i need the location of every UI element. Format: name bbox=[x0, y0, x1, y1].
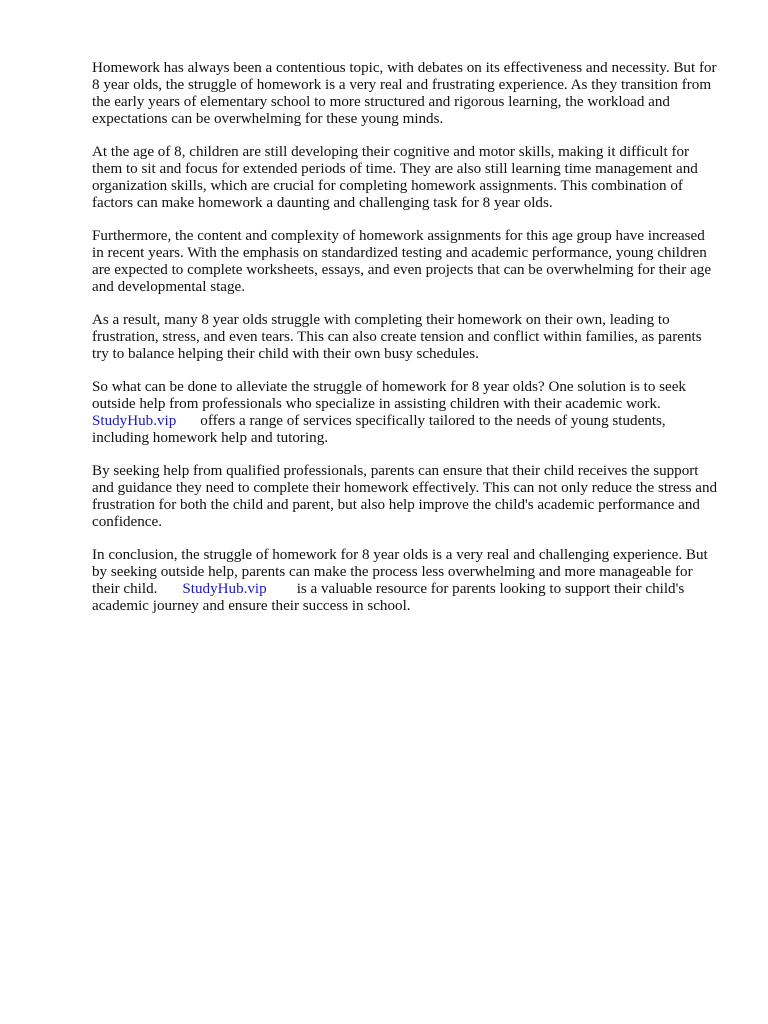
paragraph-intro bbox=[92, 60, 720, 128]
paragraph-conclusion bbox=[92, 547, 720, 615]
paragraph-solution-before: So what can be done to alleviate the struggle of homework for 8 year olds? One solution is to seek outside help from professionals who specialize in assisting children with their academic work. bbox=[92, 379, 686, 412]
studyhub-link-conclusion[interactable]: StudyHub.vip bbox=[182, 581, 267, 597]
paragraph-solution-after: offers a range of services specifically tailored to the needs of young students, including homework help and tutoring. bbox=[92, 413, 666, 446]
document-page bbox=[92, 60, 720, 631]
studyhub-link[interactable]: StudyHub.vip bbox=[92, 413, 177, 429]
paragraph-complexity bbox=[92, 228, 720, 296]
paragraph-complexity-text: Furthermore, the content and complexity of homework assignments for this age group have increased in recent years. With the emphasis on standardized testing and academic performance, young children are expected to complete worksheets, essays, and even projects that can be overwhelming for their age and developmental stage. bbox=[92, 228, 712, 295]
paragraph-professionals bbox=[92, 463, 720, 531]
paragraph-conclusion-after: is a valuable resource for parents looking to support their child's academic journey and ensure their success in school. bbox=[92, 581, 685, 614]
paragraph-conclusion-before: In conclusion, the struggle of homework for 8 year olds is a very real and challenging experience. But by seeking outside help, parents can make the process less overwhelming and more manageable for their child. bbox=[92, 547, 708, 597]
paragraph-intro-text: Homework has always been a contentious topic, with debates on its effectiveness and necessity. But for 8 year olds, the struggle of homework is a very real and frustrating experience. As they transition from the early years of elementary school to more structured and rigorous learning, the workload and expectations can be overwhelming for these young minds. bbox=[92, 60, 717, 127]
paragraph-development-text: At the age of 8, children are still developing their cognitive and motor skills, making it difficult for them to sit and focus for extended periods of time. They are also still learning time management and organization skills, which are crucial for completing homework assignments. This combination of factors can make homework a daunting and challenging task for 8 year olds. bbox=[92, 144, 698, 211]
paragraph-result-text: As a result, many 8 year olds struggle with completing their homework on their own, leading to frustration, stress, and even tears. This can also create tension and conflict within families, as parents try to balance helping their child with their own busy schedules. bbox=[92, 312, 702, 362]
paragraph-result bbox=[92, 312, 720, 363]
paragraph-development bbox=[92, 144, 720, 212]
paragraph-professionals-text: By seeking help from qualified professionals, parents can ensure that their child receives the support and guidance they need to complete their homework effectively. This can not only reduce the stress and frustration for both the child and parent, but also help improve the child's academic performance and confidence. bbox=[92, 463, 718, 530]
paragraph-solution bbox=[92, 379, 720, 447]
